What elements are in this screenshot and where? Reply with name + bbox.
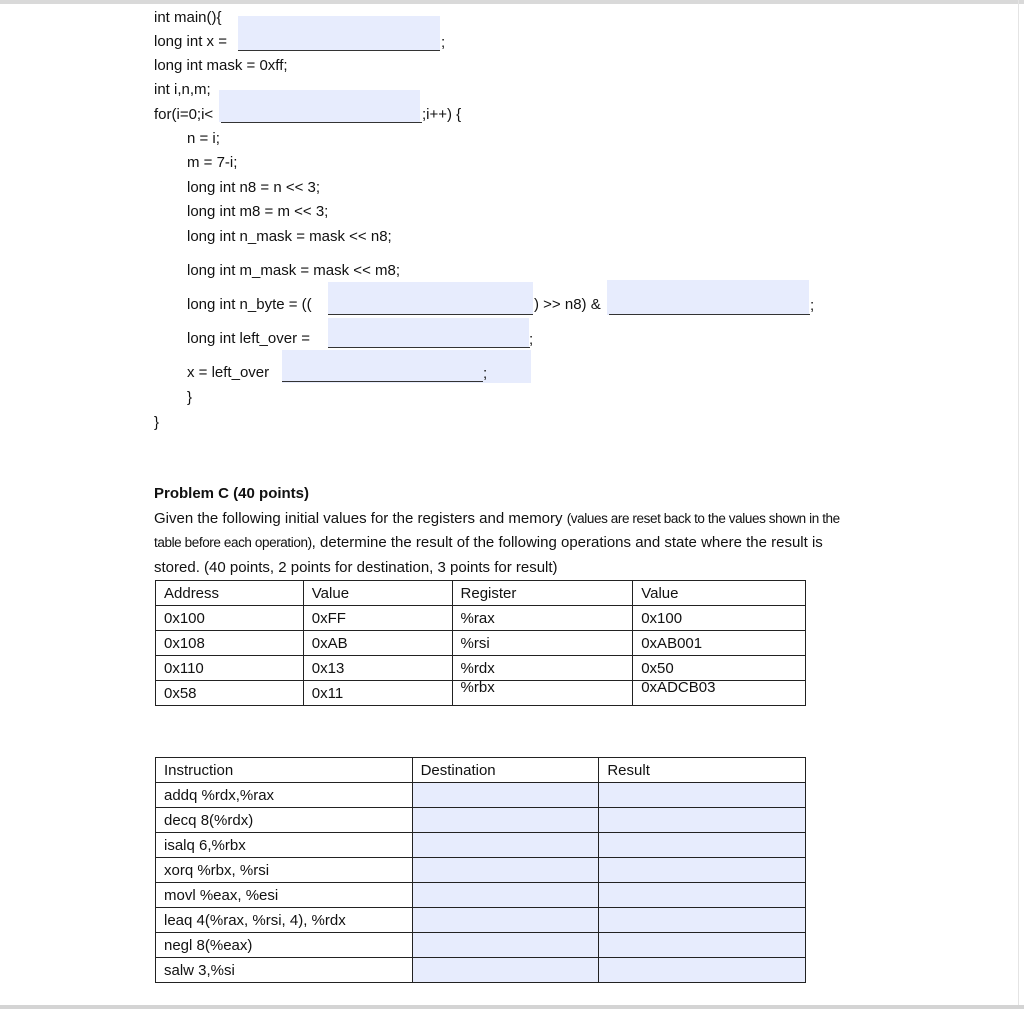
destination-field[interactable]	[412, 958, 599, 983]
result-field[interactable]	[599, 933, 806, 958]
problem-heading: Problem C (40 points)	[154, 485, 310, 502]
page-edge	[1018, 0, 1019, 1009]
instruction-cell: addq %rdx,%rax	[156, 783, 413, 808]
destination-field[interactable]	[412, 833, 599, 858]
code-line: for(i=0;i<	[154, 106, 214, 123]
instruction-cell: xorq %rbx, %rsi	[156, 858, 413, 883]
instructions-table	[155, 757, 806, 983]
table-row	[156, 681, 806, 706]
register-cell: %rdx	[452, 656, 633, 681]
memory-value-cell: 0xAB	[303, 631, 452, 656]
instruction-cell: movl %eax, %esi	[156, 883, 413, 908]
header-cell: Result	[599, 758, 806, 783]
register-cell: %rsi	[452, 631, 633, 656]
header-cell: Value	[303, 581, 452, 606]
code-line: long int n_byte = ((	[187, 296, 312, 313]
code-line: int i,n,m;	[154, 81, 211, 98]
address-cell: 0x58	[156, 681, 304, 706]
code-line: long int m_mask = mask << m8;	[187, 262, 401, 279]
code-line: n = i;	[187, 130, 220, 147]
result-field[interactable]	[599, 908, 806, 933]
register-cell: %rax	[452, 606, 633, 631]
n-byte-blank-1	[328, 314, 533, 315]
table-row	[156, 958, 806, 983]
address-cell: 0x110	[156, 656, 304, 681]
loop-bound-blank	[221, 122, 422, 123]
code-line: long int left_over =	[187, 330, 310, 347]
table-row	[156, 883, 806, 908]
bottom-border	[0, 1005, 1024, 1009]
destination-field[interactable]	[412, 858, 599, 883]
register-value-cell: 0xAB001	[633, 631, 806, 656]
code-line: }	[154, 414, 160, 431]
intro-note: (values are reset back to the values shown in the table before each operation)	[154, 510, 840, 550]
destination-field[interactable]	[412, 808, 599, 833]
instruction-cell: leaq 4(%rax, %rsi, 4), %rdx	[156, 908, 413, 933]
problem-text	[154, 482, 844, 580]
table-row	[156, 833, 806, 858]
table-row	[156, 656, 806, 681]
initial-values-table	[155, 580, 806, 706]
result-field[interactable]	[599, 883, 806, 908]
result-field[interactable]	[599, 783, 806, 808]
semicolon: ;	[810, 297, 815, 314]
result-field[interactable]	[599, 958, 806, 983]
instruction-cell: isalq 6,%rbx	[156, 833, 413, 858]
loop-bound-field[interactable]	[219, 90, 420, 122]
code-line: long int x =	[154, 33, 227, 50]
code-line: long int mask = 0xff;	[154, 57, 288, 74]
header-cell: Value	[633, 581, 806, 606]
code-line: int main(){	[154, 9, 222, 26]
table-row	[156, 631, 806, 656]
table-header-row	[156, 581, 806, 606]
memory-value-cell: 0x13	[303, 656, 452, 681]
header-cell: Instruction	[156, 758, 413, 783]
n-byte-field-2[interactable]	[607, 280, 809, 315]
register-value-cell: 0x100	[633, 606, 806, 631]
intro-text: Given the following initial values for the registers and memory	[154, 509, 567, 527]
top-border	[0, 0, 1024, 4]
memory-value-cell: 0x11	[303, 681, 452, 706]
register-value-cell: 0xADCB03	[633, 681, 806, 706]
code-line: }	[187, 389, 193, 406]
table-row	[156, 808, 806, 833]
destination-field[interactable]	[412, 933, 599, 958]
instruction-cell: decq 8(%rdx)	[156, 808, 413, 833]
table-row	[156, 783, 806, 808]
destination-field[interactable]	[412, 783, 599, 808]
semicolon: ;	[441, 34, 446, 51]
x-init-blank	[238, 50, 440, 51]
semicolon: ;	[483, 365, 488, 382]
code-line: m = 7-i;	[187, 154, 238, 171]
table-row	[156, 606, 806, 631]
table-header-row	[156, 758, 806, 783]
table-row	[156, 908, 806, 933]
header-cell: Register	[452, 581, 633, 606]
code-line: long int n8 = n << 3;	[187, 179, 321, 196]
result-field[interactable]	[599, 808, 806, 833]
address-cell: 0x108	[156, 631, 304, 656]
left-over-blank	[328, 347, 530, 348]
n-byte-field-1[interactable]	[328, 282, 533, 315]
problem-intro	[154, 507, 844, 581]
code-line: long int m8 = m << 3;	[187, 203, 329, 220]
address-cell: 0x100	[156, 606, 304, 631]
n-byte-blank-2	[609, 314, 810, 315]
register-value-cell: 0x50	[633, 656, 806, 681]
register-cell: %rbx	[452, 681, 633, 706]
intro-text-end: , determine the result of the following operations and state where the result is stored. (40 points, 2 points for destination, 3 points for result)	[154, 534, 823, 576]
header-cell: Destination	[412, 758, 599, 783]
header-cell: Address	[156, 581, 304, 606]
left-over-field[interactable]	[328, 318, 529, 348]
instruction-cell: salw 3,%si	[156, 958, 413, 983]
x-assign-blank	[282, 381, 483, 382]
result-field[interactable]	[599, 858, 806, 883]
memory-value-cell: 0xFF	[303, 606, 452, 631]
code-line: ;i++) {	[422, 106, 462, 123]
instruction-cell: negl 8(%eax)	[156, 933, 413, 958]
code-line: long int n_mask = mask << n8;	[187, 228, 392, 245]
table-row	[156, 933, 806, 958]
code-line: x = left_over	[187, 364, 270, 381]
semicolon: ;	[529, 331, 534, 348]
result-field[interactable]	[599, 833, 806, 858]
table-row	[156, 858, 806, 883]
code-line: ) >> n8) &	[534, 296, 601, 313]
x-assign-field[interactable]	[282, 350, 531, 383]
x-init-field[interactable]	[238, 16, 440, 50]
destination-field[interactable]	[412, 883, 599, 908]
destination-field[interactable]	[412, 908, 599, 933]
